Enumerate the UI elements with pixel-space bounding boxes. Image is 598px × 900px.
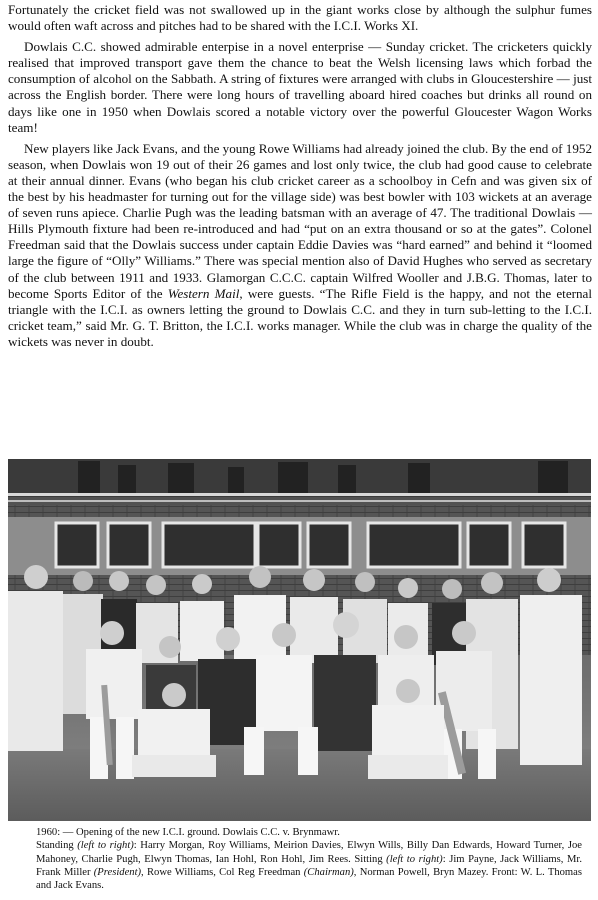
paragraph-text: Fortunately the cricket field was not swallowed up in the giant works close by although the sulphur fumes would often waft across and pitches had to be shared with the I.C.I. Works XI. — [8, 2, 592, 34]
caption-text: Standing — [36, 840, 78, 852]
photo-caption — [36, 826, 582, 892]
paragraph-text: Dowlais C.C. showed admirable enterpise in a novel enterprise — Sunday cricket. The cricketers quickly realised that improved transport gave them the chance to beat the Welsh licensing laws which forbad the consumption of alcohol on the Sabbath. A string of fixtures were arranged with clubs in Gloucestershire — just across the English border. There were long hours of travelling aboard hired coaches but drinks all round on days like one in 1950 when Dowlais scored a notable victory over the powerful Gloucester Wagon Works team! — [8, 39, 592, 135]
caption-text: , Norman Powell, Bryn Mazey. Front: W. L. Thomas and Jack Evans. — [36, 866, 582, 892]
caption-names — [36, 839, 582, 892]
caption-note: (Chairman) — [303, 866, 354, 878]
article-text — [8, 2, 592, 355]
caption-text: : Jim Payne, Jack Williams, Mr. Frank Miller — [36, 853, 582, 878]
paragraph — [8, 141, 592, 350]
caption-note: (left to right) — [77, 840, 134, 852]
paragraph-text: , were guests. “The Rifle Field is the happy, and not the eternal triangle with the I.C.I. as owners letting the ground to Dowlais C.C. and they in turn sub-letting to the I.C.I. cricket team,” said Mr. G. T. Britton, the I.C.I. works manager. While the club was in charge the quality of the wickets was never in doubt. — [8, 285, 592, 349]
caption-title: 1960: — Opening of the new I.C.I. ground. Dowlais C.C. v. Brynmawr. — [36, 827, 340, 838]
paragraph-text: New players like Jack Evans, and the young Rowe Williams had already joined the club. By the end of 1952 season, when Dowlais won 19 out of their 26 games and lost only twice, the club had good cause to celebrate at their annual dinner. Evans (who began his club cricket career as a schoolboy in Cefn and was given six of the best by his headmaster for turning out for the village side) was best bowler with 103 wickets at an average of seven runs apiece. Charlie Pugh was the leading batsman with an average of 47. The traditional Dowlais — Hills Plymouth fixture had been re-introduced and had “put on an extra thousand or so at the gates”. Colonel Freedman said that the Dowlais success under captain Eddie Davies was “hard earned” and behind it “loomed large the figure of “Olly” Williams.” There was special mention also of David Hughes who served as secretary of the club between 1911 and 1933. Glamorgan C.C.C. captain Wilfred Wooller and J.B.G. Thomas, later to become Sports Editor of the — [8, 140, 592, 301]
caption-text: , Rowe Williams, Col Reg Freedman — [141, 866, 304, 878]
caption-note: (left to right) — [386, 853, 443, 865]
caption-note: (President) — [93, 866, 142, 878]
paragraph — [8, 2, 592, 34]
newspaper-title: Western Mail — [167, 285, 240, 301]
team-photograph — [8, 459, 591, 821]
paragraph — [8, 39, 592, 136]
caption-text: : Harry Morgan, Roy Williams, Meirion Davies, Elwyn Wills, Billy Dan Edwards, Howard Turner, Joe Mahoney, Charlie Pugh, Elwyn Thomas, Ian Hohl, Ron Hohl, Jim Rees. Sitting — [36, 840, 582, 865]
